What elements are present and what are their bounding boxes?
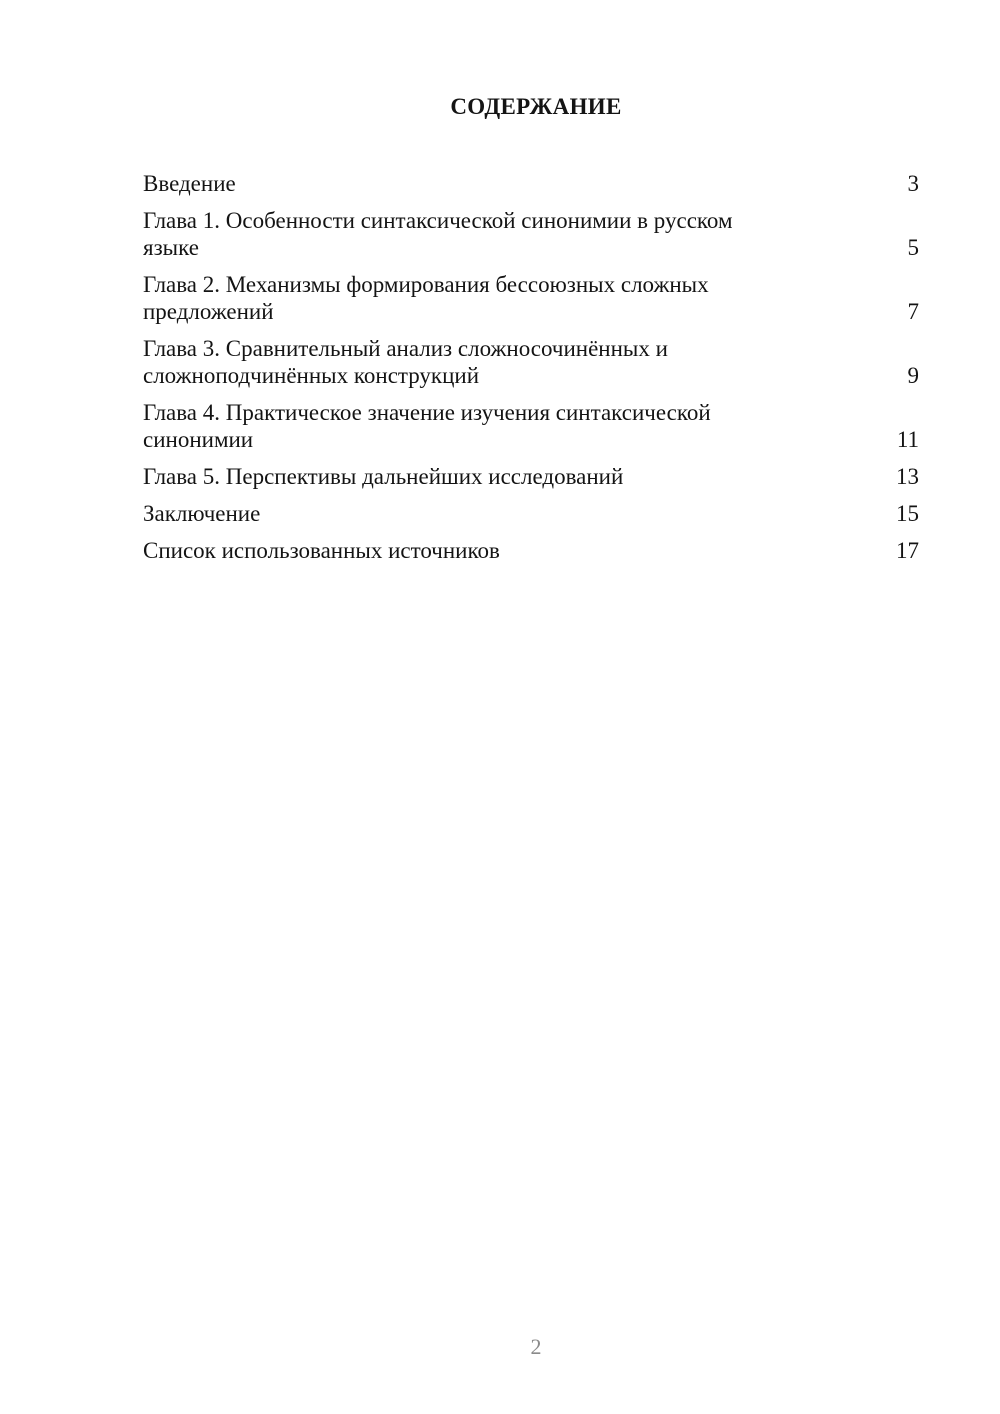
toc-entry-title: Глава 4. Практическое значение изучения синтаксической синонимии (143, 400, 711, 452)
toc-entry-title: Глава 1. Особенности синтаксической синонимии в русском языке (143, 208, 733, 260)
toc-entry[interactable] (143, 335, 919, 389)
table-of-contents (143, 170, 919, 574)
toc-entry[interactable] (143, 537, 919, 564)
toc-entry-title: Глава 2. Механизмы формирования бессоюзных сложных предложений (143, 272, 709, 324)
page-number: 2 (530, 1334, 542, 1359)
toc-entry[interactable] (143, 271, 919, 325)
toc-entry[interactable] (143, 399, 919, 453)
toc-entry-page: 5 (907, 235, 919, 260)
toc-entry-page: 7 (907, 299, 919, 324)
toc-entry-title: Введение (143, 171, 236, 196)
toc-entry-title: Глава 5. Перспективы дальнейших исследований (143, 464, 624, 489)
toc-entry[interactable] (143, 500, 919, 527)
toc-entry-page: 15 (896, 501, 919, 526)
toc-entry-title: Глава 3. Сравнительный анализ сложносочинённых и сложноподчинённых конструкций (143, 336, 668, 388)
toc-entry[interactable] (143, 207, 919, 261)
toc-entry[interactable] (143, 463, 919, 490)
toc-entry-page: 11 (896, 427, 919, 452)
toc-entry-title: Заключение (143, 501, 261, 526)
page-title: СОДЕРЖАНИЕ (450, 94, 622, 119)
toc-entry-page: 13 (896, 464, 919, 489)
toc-entry-page: 17 (896, 538, 919, 563)
toc-entry[interactable] (143, 170, 919, 197)
toc-entry-page: 3 (907, 171, 919, 196)
toc-entry-page: 9 (907, 363, 919, 388)
toc-entry-title: Список использованных источников (143, 538, 500, 563)
